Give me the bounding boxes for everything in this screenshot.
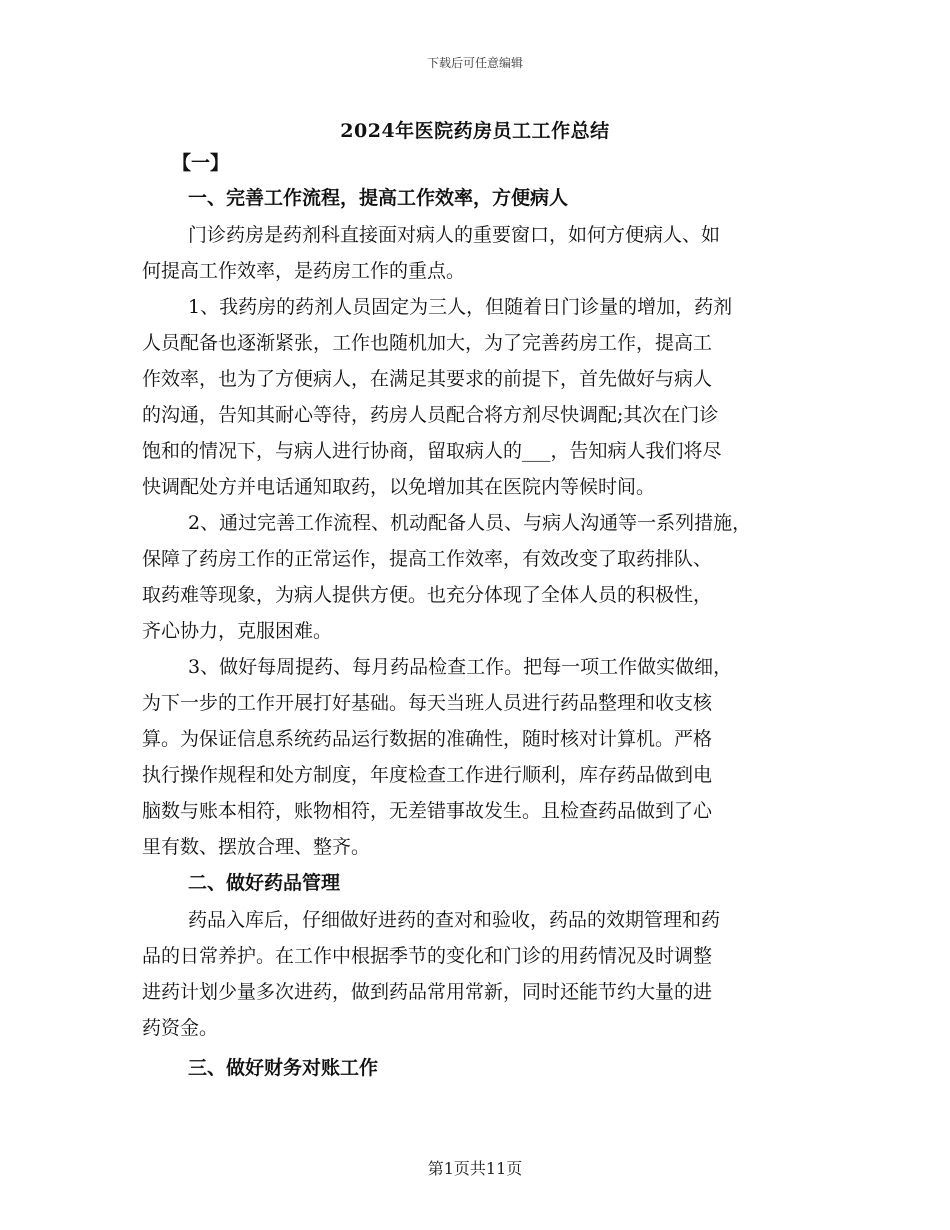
paragraph-item-1 xyxy=(142,289,828,505)
text-line: 脑数与账本相符，账物相符，无差错事故发生。且检查药品做到了心 xyxy=(142,800,713,822)
document-body xyxy=(142,146,828,1087)
text-line: 门诊药房是药剂科直接面对病人的重要窗口，如何方便病人、如 xyxy=(188,224,721,246)
text-line: 为下一步的工作开展打好基础。每天当班人员进行药品整理和收支核 xyxy=(142,692,713,714)
text-line: 执行操作规程和处方制度，年度检查工作进行顺利，库存药品做到电 xyxy=(142,764,713,786)
text-line: 齐心协力，克服困难。 xyxy=(142,620,333,642)
text-line: 2、通过完善工作流程、机动配备人员、与病人沟通等一系列措施， xyxy=(188,512,752,534)
heading-finance: 三、做好财务对账工作 xyxy=(188,1057,379,1079)
text-line: 进药计划少量多次进药，做到药品常用常新，同时还能节约大量的进 xyxy=(142,981,713,1003)
paragraph-item-2 xyxy=(142,505,828,649)
text-line: 药资金。 xyxy=(142,1017,219,1039)
text-line: 的沟通，告知其耐心等待，药房人员配合将方剂尽快调配;其次在门诊 xyxy=(142,404,719,426)
text-line: 何提高工作效率，是药房工作的重点。 xyxy=(142,260,466,282)
text-line: 饱和的情况下，与病人进行协商，留取病人的___，告知病人我们将尽 xyxy=(142,440,722,462)
section-mark: 【一】 xyxy=(172,152,230,174)
text-line: 药品入库后，仔细做好进药的查对和验收，药品的效期管理和药 xyxy=(188,909,721,931)
text-line: 作效率，也为了方便病人，在满足其要求的前提下，首先做好与病人 xyxy=(142,368,713,390)
paragraph-intro xyxy=(142,217,828,289)
heading-workflow: 一、完善工作流程，提高工作效率，方便病人 xyxy=(188,187,569,209)
paragraph-drug-management xyxy=(142,902,828,1046)
document-title: 2024年医院药房员工工作总结 xyxy=(340,120,610,142)
text-line: 保障了药房工作的正常运作，提高工作效率，有效改变了取药排队、 xyxy=(142,548,713,570)
text-line: 3、做好每周提药、每月药品检查工作。把每一项工作做实做细， xyxy=(188,656,733,678)
page-number: 第1页共11页 xyxy=(427,1159,523,1178)
text-line: 里有数、摆放合理、整齐。 xyxy=(142,836,371,858)
text-line: 取药难等现象，为病人提供方便。也充分体现了全体人员的积极性， xyxy=(142,584,713,606)
text-line: 1、我药房的药剂人员固定为三人，但随着日门诊量的增加，药剂 xyxy=(188,296,733,318)
page-header-note: 下载后可任意编辑 xyxy=(426,56,523,70)
text-line: 品的日常养护。在工作中根据季节的变化和门诊的用药情况及时调整 xyxy=(142,945,713,967)
paragraph-item-3 xyxy=(142,649,828,865)
text-line: 人员配备也逐渐紧张，工作也随机加大，为了完善药房工作，提高工 xyxy=(142,332,713,354)
text-line: 快调配处方并电话通知取药，以免增加其在医院内等候时间。 xyxy=(142,476,656,498)
heading-drug-management: 二、做好药品管理 xyxy=(188,872,341,894)
text-line: 算。为保证信息系统药品运行数据的准确性，随时核对计算机。严格 xyxy=(142,728,713,750)
